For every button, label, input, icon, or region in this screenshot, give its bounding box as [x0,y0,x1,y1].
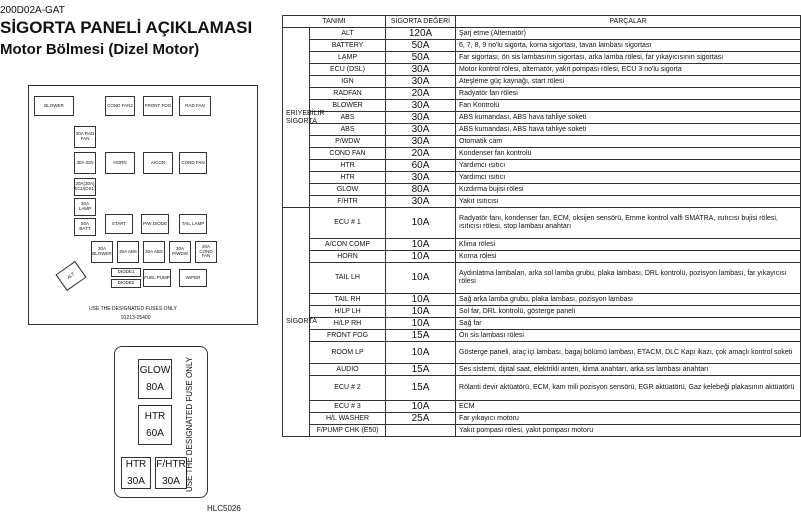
fuse-rad-fan-20a: 20A RAD FAN [74,126,96,148]
fuse-name: P/WDW [310,136,386,148]
table-row [283,318,801,330]
fuse-wiper: WIPER [179,269,207,287]
fuse-parts: Kızdırma bujisi rölesi [456,184,801,196]
fuse-htr2-label: HTR [125,459,147,470]
fuse-value: 30A [386,64,456,76]
fuse-parts: Yakıt pompası rölesi, yakıt pompası motoru [456,425,801,437]
fuse-acon: A/CON [143,152,173,174]
fuse-value: 30A [386,172,456,184]
fuse-30a-abs-2: 30A ABS [143,241,165,263]
diode-2: DIODE2 [111,279,141,288]
fuse-parts: Ateşleme güç kaynağı, start rölesi [456,76,801,88]
fuse-ign-30a: 30A IGN [74,152,96,174]
fuse-parts: Kondenser fan kontrolü [456,148,801,160]
fuse-name: ABS [310,124,386,136]
fuse-name: TAIL LH [310,263,386,294]
fuse-fhtr-label: F/HTR [156,459,186,470]
table-row [283,160,801,172]
fuse-value: 30A [386,112,456,124]
fuse-panel-diagram [28,85,258,325]
fuse-cond-fan: COND FAN2 [105,96,135,116]
table-row [283,28,801,40]
fuse-name: FRONT FOG [310,330,386,342]
fuse-parts: Far yıkayıcı motoru [456,413,801,425]
fuse-parts: Otomatik cam [456,136,801,148]
fuse-value: 10A [386,239,456,251]
table-row [283,330,801,342]
fuse-pw-diode: P/W DIODE [141,214,169,234]
fuse-value: 15A [386,330,456,342]
fuse-value: 60A [386,160,456,172]
fuse-value: 10A [386,208,456,239]
fuse-htr-label: HTR [144,411,166,422]
header-value: SİGORTA DEĞERİ [386,16,456,28]
fuse-value: 25A [386,413,456,425]
fuse-value: 50A [386,40,456,52]
fuse-name: ECU (DSL) [310,64,386,76]
fuse-htr-60a [138,405,172,445]
fuse-glow-label: GLOW [139,365,171,376]
fuse-parts: Klima rölesi [456,239,801,251]
fuse-value: 30A [386,100,456,112]
fuse-name: BLOWER [310,100,386,112]
designated-fuse-vertical-note: USE THE DESIGNATED FUSE ONLY [185,356,194,492]
fuse-parts: Aydınlatma lambaları, arka sol lamba grubu, plaka lambası, DRL kontrolü, pozisyon lambası, far yıkayıcısı rölesi [456,263,801,294]
table-row [283,196,801,208]
fuse-lamp-30a: 30A LAMP [74,198,96,216]
table-header-row [283,16,801,28]
table-row [283,251,801,263]
document-code: 200D02A-GAT [0,5,65,16]
fuse-name: RADFAN [310,88,386,100]
table-row [283,376,801,401]
fuse-htr-value: 60A [146,428,164,439]
fuse-start: START [105,214,133,234]
fuse-value: 30A [386,136,456,148]
fuse-ecu-dsl: 20A(30A) ECU(DSL) [74,178,96,196]
fuse-value: 15A [386,376,456,401]
fuse-value: 10A [386,318,456,330]
fuse-htr2-value: 30A [127,476,145,487]
fuse-name: H/LP RH [310,318,386,330]
diode-1: DIODE1 [111,268,141,277]
table-row [283,294,801,306]
fuse-alt: ALT [55,261,86,291]
fuse-fuel-pump: FUEL PUMP [143,269,171,287]
fuse-value: 20A [386,88,456,100]
fuse-parts: Ses sistemi, dijital saat, elektrikli anten, klima anahtarı, arka sis lambası anahtarı [456,364,801,376]
fuse-name: ECU # 1 [310,208,386,239]
header-tanimi: TANIMI [283,16,386,28]
fuse-value: 30A [386,76,456,88]
fuse-parts: Sağ arka lamba grubu, plaka lambası, pozisyon lambası [456,294,801,306]
fuse-parts: Motor kontrol rölesi, alternatör, yakıt pompası rölesi, ECU 3 no'lu sigorta [456,64,801,76]
fuse-name: COND FAN [310,148,386,160]
fuse-20a-cond-fan: 20A COND FAN [195,241,217,263]
designated-fuses-note: USE THE DESIGNATED FUSES ONLY [89,306,177,312]
table-row [283,342,801,364]
fuse-value: 30A [386,196,456,208]
fuse-cond-fan-2: COND FAN [179,152,207,174]
fuse-parts: Yardımcı ısıtıcı [456,160,801,172]
fuse-name: HTR [310,172,386,184]
table-row [283,425,801,437]
fuse-value: 15A [386,364,456,376]
fuse-parts: Yardımcı ısıtıcı [456,172,801,184]
fuse-parts: Sol far, DRL kontrolü, gösterge paneli [456,306,801,318]
fuse-value: 10A [386,251,456,263]
fuse-30a-pwdw: 30A P/WDW [169,241,191,263]
fuse-parts: Rölanti devir aktüatörü, ECM, kam mili pozisyon sensörü, EGR aktüatörü, Gaz kelebeği plakasının aktüatörü [456,376,801,401]
fuse-name: ABS [310,112,386,124]
fuse-name: A/CON COMP [310,239,386,251]
category-fuse: SİGORTA [283,208,310,437]
fuse-name: F/PUMP CHK (E50) [310,425,386,437]
fuse-fhtr-30a [155,457,187,489]
table-row [283,239,801,251]
fuse-parts: Şarj etme (Alternatör) [456,28,801,40]
fuse-30a-blower: 30A BLOWER [91,241,113,263]
fuse-value: 30A [386,124,456,136]
table-row [283,64,801,76]
fuse-blower: BLOWER [34,96,74,116]
fuse-value: 10A [386,306,456,318]
fuse-name: H/LP LH [310,306,386,318]
fuse-parts: Radyatör fan rölesi [456,88,801,100]
fuse-value: 10A [386,263,456,294]
fuse-name: ECU # 3 [310,401,386,413]
page-subtitle: Motor Bölmesi (Dizel Motor) [0,41,200,58]
fuse-parts: ABS kumandası, ABS hava tahliye soketi [456,112,801,124]
table-row [283,172,801,184]
fuse-name: GLOW [310,184,386,196]
fuse-parts: Yakıt ısıtıcısı [456,196,801,208]
table-row [283,306,801,318]
fuse-value: 10A [386,294,456,306]
fuse-name: F/HTR [310,196,386,208]
table-row [283,208,801,239]
fuse-name: ECU # 2 [310,376,386,401]
figure-code: HLC5026 [207,504,241,513]
fuse-name: HTR [310,160,386,172]
fuse-parts: Far sigortası, ön sis lambasının sigortası, arka lamba rölesi, far yıkayıcısının sigortası [456,52,801,64]
fuse-glow-value: 80A [146,382,164,393]
fuse-name: ALT [310,28,386,40]
fuse-name: TAIL RH [310,294,386,306]
fuse-value: 10A [386,342,456,364]
fuse-parts: Fan Kontrolü [456,100,801,112]
fuse-parts: ABS kumandası, ABS hava tahliye soketi [456,124,801,136]
fuse-tail-lamp: TAIL LAMP [179,214,207,234]
table-row [283,184,801,196]
fuse-htr-30a [121,457,151,489]
fuse-batt-50a: 50A BATT [74,218,96,236]
part-number: 91213-25400 [121,315,151,321]
fuse-value: 120A [386,28,456,40]
table-row [283,52,801,64]
fuse-name: ROOM LP [310,342,386,364]
fuse-value: 10A [386,401,456,413]
fuse-parts: Gösterge paneli, araç içi lambası, bagaj bölümü lambası, ETACM, DLC Kapı ikazı, çok amaçlı kontrol soketi [456,342,801,364]
table-row [283,136,801,148]
fuse-name: HORN [310,251,386,263]
fuse-parts: Ön sis lambası rölesi [456,330,801,342]
fuse-front-fog: FRONT FOG [143,96,173,116]
table-row [283,124,801,136]
fuse-name: IGN [310,76,386,88]
table-row [283,413,801,425]
table-row [283,100,801,112]
table-row [283,263,801,294]
fuse-parts: Sağ far [456,318,801,330]
page-title: SİGORTA PANELİ AÇIKLAMASI [0,18,253,37]
table-row [283,112,801,124]
fuse-value: 20A [386,148,456,160]
fuse-fhtr-value: 30A [162,476,180,487]
fuse-30a-abs: 30A ABS [117,241,139,263]
fuse-parts: Korna rölesi [456,251,801,263]
fuse-value: 50A [386,52,456,64]
fuse-value [386,425,456,437]
fuse-parts: 6, 7, 8, 9 no'lu sigorta, korna sigortası, tavan lambası sigortası [456,40,801,52]
fuse-name: AUDIO [310,364,386,376]
fuse-table [282,15,801,437]
header-parts: PARÇALAR [456,16,801,28]
fuse-name: BATTERY [310,40,386,52]
fuse-horn: HORN [105,152,135,174]
table-row [283,401,801,413]
category-fusible-link: ERİYEBİLİR SİGORTA [283,28,310,208]
fuse-parts: Radyatör fanı, kondenser fan, ECM, oksijen sensörü, Emme kontrol valfi SMATRA, ısıtıcısı bujisi rölesi, ısıtıcısı rölesi, stop lambası anahtarı [456,208,801,239]
fuse-name: LAMP [310,52,386,64]
table-row [283,148,801,160]
fuse-name: H/L WASHER [310,413,386,425]
table-row [283,40,801,52]
table-row [283,364,801,376]
table-row [283,76,801,88]
fuse-parts: ECM [456,401,801,413]
fuse-rad-fan: RAD FAN [179,96,211,116]
table-row [283,88,801,100]
fuse-value: 80A [386,184,456,196]
fuse-glow [138,359,172,399]
